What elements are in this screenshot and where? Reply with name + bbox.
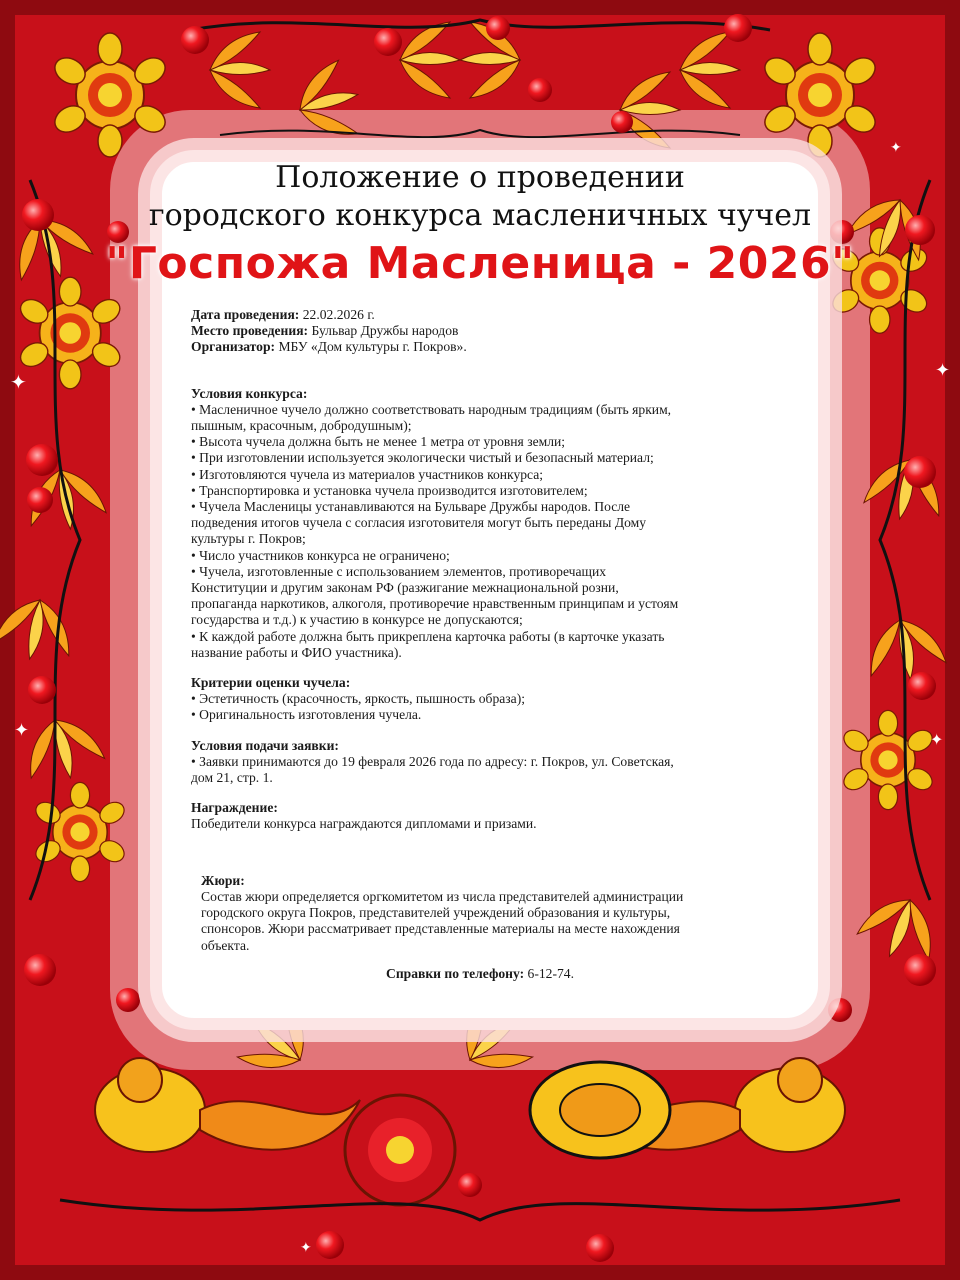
document-body [191, 307, 791, 954]
conditions-line: пышным, красочным, добродушным); [191, 418, 412, 434]
conditions-line: • Число участников конкурса не ограничено; [191, 547, 450, 563]
conditions-line: культуры г. Покров; [191, 531, 306, 547]
info-date: Дата проведения: 22.02.2026 г. [191, 307, 375, 322]
conditions-line: • К каждой работе должна быть прикреплена карточка работы (в карточке указать [191, 628, 665, 644]
conditions-line: Конституции и другим законам РФ (разжигание межнациональной розни, [191, 580, 619, 596]
info-place: Место проведения: Бульвар Дружбы народов [191, 323, 459, 339]
conditions-line: • Транспортировка и установка чучела производится изготовителем; [191, 482, 588, 498]
conditions-line: пропаганда наркотиков, алкоголя, противоречие нравственным принципам и устоям [191, 596, 679, 612]
sparkle-icon: ✦ [890, 140, 902, 156]
page-title-line1: Положение о проведении [275, 160, 685, 195]
jury-line: Состав жюри определяется оргкомитетом из числа представителей администрации [201, 888, 684, 904]
criteria-line: • Эстетичность (красочность, яркость, пышность образа); [191, 691, 526, 707]
section-title-criteria: Критерии оценки чучела: [191, 675, 351, 691]
contact-phone: Справки по телефону: 6-12-74. [386, 966, 574, 981]
contest-name: "Госпожа Масленица - 2026" [105, 238, 855, 289]
award-line: Победители конкурса награждаются дипломами и призами. [191, 816, 537, 832]
application-line: • Заявки принимаются до 19 февраля 2026 года по адресу: г. Покров, ул. Советская, [191, 753, 674, 769]
conditions-line: подведения итогов чучела с согласия изготовителя могут быть переданы Дому [191, 515, 647, 531]
criteria-line: • Оригинальность изготовления чучела. [191, 707, 422, 723]
sparkle-icon: ✦ [935, 360, 951, 381]
conditions-line: • Изготовляются чучела из материалов участников конкурса; [191, 466, 544, 482]
conditions-line: название работы и ФИО участника). [191, 644, 402, 660]
section-title-jury: Жюри: [201, 872, 245, 888]
conditions-line: • Чучела Масленицы устанавливаются на Бульваре Дружбы народов. После [191, 499, 631, 515]
application-line: дом 21, стр. 1. [191, 770, 273, 786]
jury-line: объекта. [201, 937, 250, 953]
sparkle-icon: ✦ [14, 720, 30, 741]
page-title-line2: городского конкурса масленичных чучел [148, 198, 812, 233]
sparkle-icon: ✦ [10, 370, 27, 394]
jury-line: городского округа Покров, представителей учреждений образования и культуры, [201, 905, 671, 921]
conditions-line: • Масленичное чучело должно соответствовать народным традициям (быть ярким, [191, 401, 672, 417]
sparkle-icon: ✦ [300, 1240, 312, 1256]
conditions-line: • При изготовлении используется экологически чистый и безопасный материал; [191, 450, 654, 466]
section-title-award: Награждение: [191, 800, 278, 816]
jury-line: спонсоров. Жюри рассматривает представленные материалы на месте нахождения [201, 921, 680, 937]
section-title-application: Условия подачи заявки: [191, 737, 339, 753]
sparkle-icon: ✦ [930, 730, 944, 749]
info-organizer: Организатор: МБУ «Дом культуры г. Покров». [191, 339, 467, 355]
conditions-line: • Чучела, изготовленные с использованием элементов, противоречащих [191, 563, 607, 579]
section-title-conditions: Условия конкурса: [191, 385, 308, 401]
conditions-line: государства и т.д.) к участию в конкурсе не допускаются; [191, 612, 523, 628]
conditions-line: • Высота чучела должна быть не менее 1 метра от уровня земли; [191, 434, 566, 450]
